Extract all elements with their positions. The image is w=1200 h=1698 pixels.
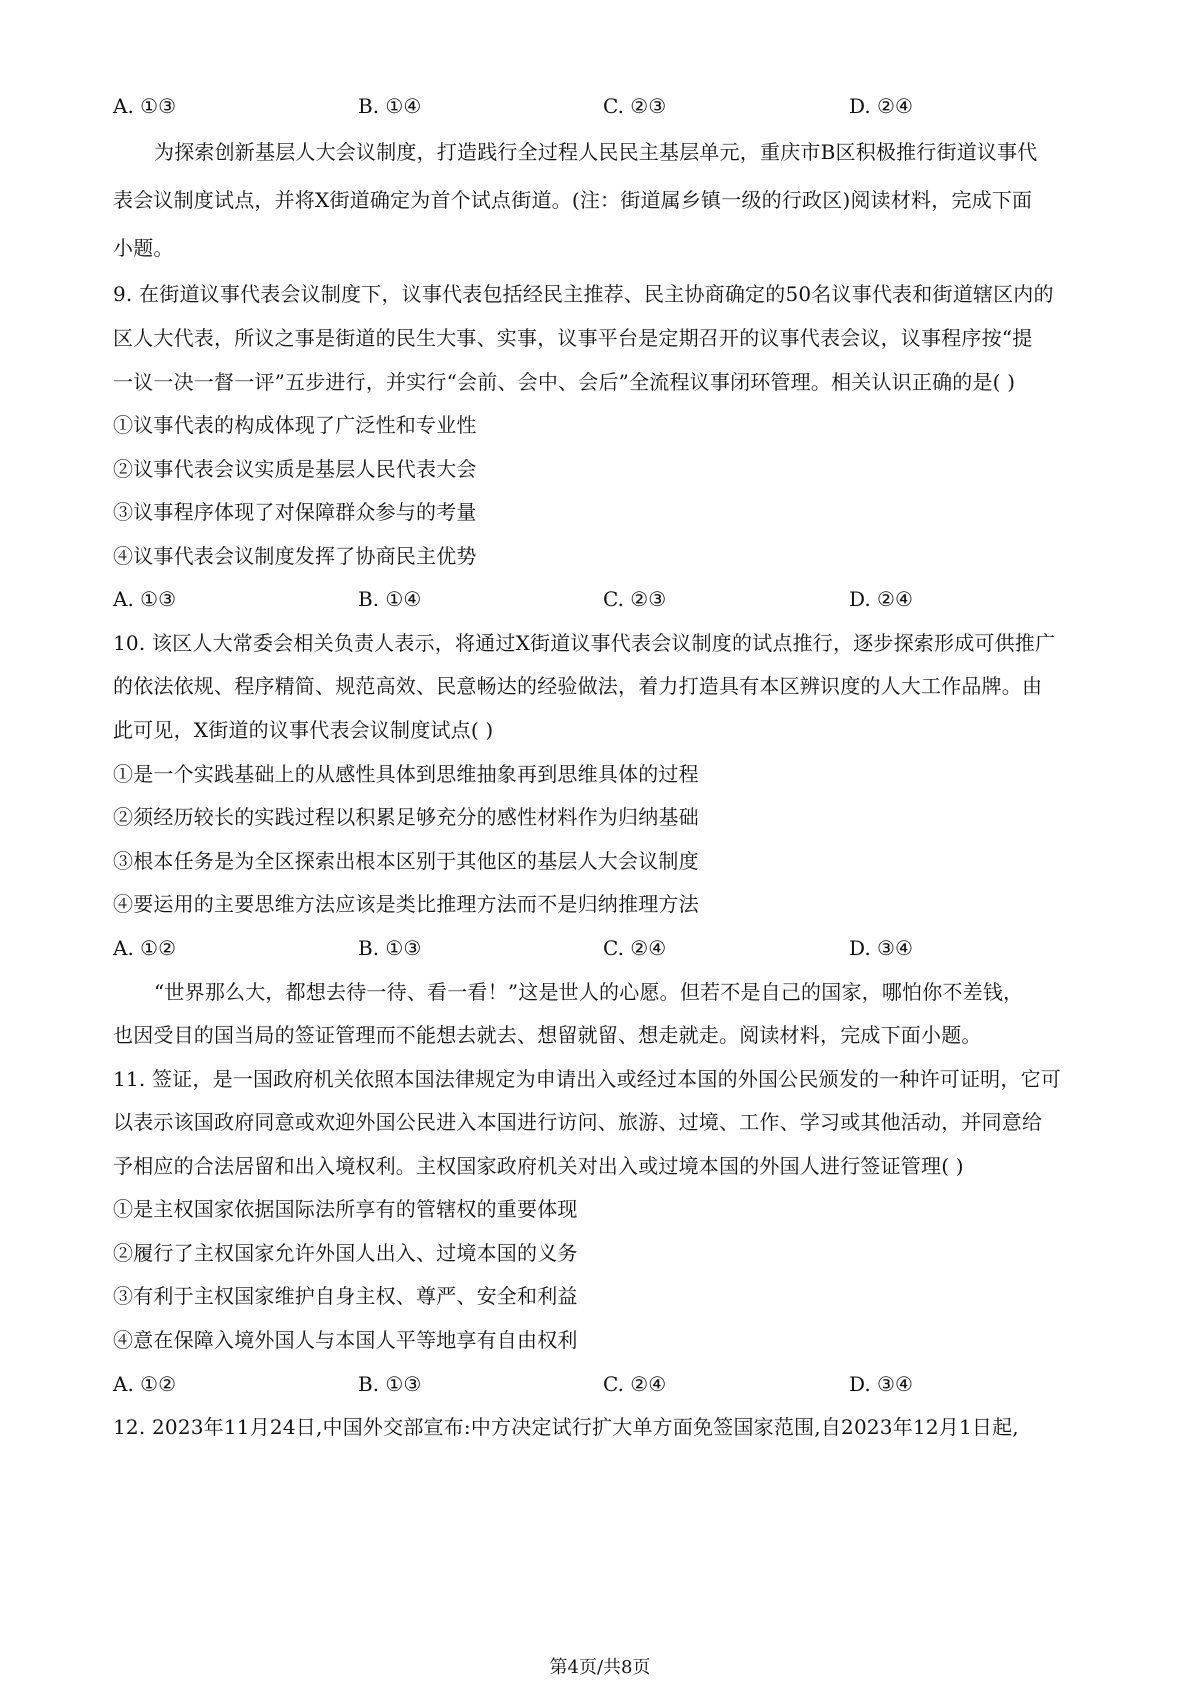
q8-option-a: A. ①③ xyxy=(113,94,177,118)
q10-option-d: D. ③④ xyxy=(849,936,913,960)
q10-statement: ④要运用的主要思维方法应该是类比推理方法而不是归纳推理方法 xyxy=(113,892,699,916)
material1-line: 小题。 xyxy=(113,236,174,260)
q8-option-d: D. ②④ xyxy=(849,94,913,118)
material1-line: 为探索创新基层人大会议制度，打造践行全过程人民民主基层单元，重庆市B区积极推行街道议事代 xyxy=(154,140,1038,164)
q11-option-d: D. ③④ xyxy=(849,1372,913,1396)
q9-stem-line: 9. 在街道议事代表会议制度下，议事代表包括经民主推荐、民主协商确定的50名议事代表和街道辖区内的 xyxy=(113,282,1054,306)
q8-option-b: B. ①④ xyxy=(358,94,422,118)
q9-option-a: A. ①③ xyxy=(113,587,177,611)
q10-statement: ③根本任务是为全区探索出根本区别于其他区的基层人大会议制度 xyxy=(113,849,699,873)
q9-option-d: D. ②④ xyxy=(849,587,913,611)
q11-statement: ③有利于主权国家维护自身主权、尊严、安全和利益 xyxy=(113,1284,578,1308)
q10-statement: ①是一个实践基础上的从感性具体到思维抽象再到思维具体的过程 xyxy=(113,762,699,786)
q10-stem-line: 10. 该区人大常委会相关负责人表示，将通过X街道议事代表会议制度的试点推行，逐步探索形成可供推广 xyxy=(113,631,1056,655)
q10-option-c: C. ②④ xyxy=(603,936,667,960)
q10-stem-line: 的依法依规、程序精简、规范高效、民意畅达的经验做法，着力打造具有本区辨识度的人大工作品牌。由 xyxy=(113,674,1043,698)
q9-statement: ①议事代表的构成体现了广泛性和专业性 xyxy=(113,413,477,437)
q9-stem-line: 一议一决一督一评”五步进行，并实行“会前、会中、会后”全流程议事闭环管理。相关认识正确的是( ) xyxy=(113,370,1016,394)
q11-statement: ②履行了主权国家允许外国人出入、过境本国的义务 xyxy=(113,1241,578,1265)
q10-option-b: B. ①③ xyxy=(358,936,422,960)
q9-stem-line: 区人大代表，所议之事是街道的民生大事、实事，议事平台是定期召开的议事代表会议，议事程序按“提 xyxy=(113,326,1033,350)
q10-option-a: A. ①② xyxy=(113,936,177,960)
q11-stem-line: 11. 签证，是一国政府机关依照本国法律规定为申请出入或经过本国的外国公民颁发的一种许可证明，它可 xyxy=(113,1067,1061,1091)
q11-stem-line: 予相应的合法居留和出入境权利。主权国家政府机关对出入或过境本国的外国人进行签证管理( ) xyxy=(113,1154,964,1178)
page-number: 第4页/共8页 xyxy=(549,1657,651,1678)
q9-options xyxy=(113,585,1103,613)
q11-option-a: A. ①② xyxy=(113,1372,177,1396)
q11-statement: ④意在保障入境外国人与本国人平等地享有自由权利 xyxy=(113,1328,578,1352)
q9-statement: ②议事代表会议实质是基层人民代表大会 xyxy=(113,457,477,481)
q11-options xyxy=(113,1370,1103,1398)
material2-line: 也因受目的国当局的签证管理而不能想去就去、想留就留、想走就走。阅读材料，完成下面小题。 xyxy=(113,1023,982,1047)
q9-option-b: B. ①④ xyxy=(358,587,422,611)
material1-line: 表会议制度试点，并将X街道确定为首个试点街道。(注：街道属乡镇一级的行政区)阅读材料，完成下面 xyxy=(113,188,1033,212)
q10-stem-line: 此可见，X街道的议事代表会议制度试点( ) xyxy=(113,718,494,742)
material2-line: “世界那么大，都想去待一待、看一看！”这是世人的心愿。但若不是自己的国家，哪怕你不差钱， xyxy=(154,980,1024,1004)
q11-option-c: C. ②④ xyxy=(603,1372,667,1396)
q11-statement: ①是主权国家依据国际法所享有的管辖权的重要体现 xyxy=(113,1197,578,1221)
q9-option-c: C. ②③ xyxy=(603,587,667,611)
q11-stem-line: 以表示该国政府同意或欢迎外国公民进入本国进行访问、旅游、过境、工作、学习或其他活动，并同意给 xyxy=(113,1110,1043,1134)
q8-option-c: C. ②③ xyxy=(603,94,667,118)
q11-option-b: B. ①③ xyxy=(358,1372,422,1396)
q9-statement: ④议事代表会议制度发挥了协商民主优势 xyxy=(113,544,477,568)
q10-options xyxy=(113,934,1103,962)
q12-stem-line: 12. 2023年11月24日,中国外交部宣布:中方决定试行扩大单方面免签国家范围,自2023年12月1日起, xyxy=(113,1415,1019,1439)
q9-statement: ③议事程序体现了对保障群众参与的考量 xyxy=(113,500,477,524)
q8-options xyxy=(113,92,1103,120)
q10-statement: ②须经历较长的实践过程以积累足够充分的感性材料作为归纳基础 xyxy=(113,805,699,829)
